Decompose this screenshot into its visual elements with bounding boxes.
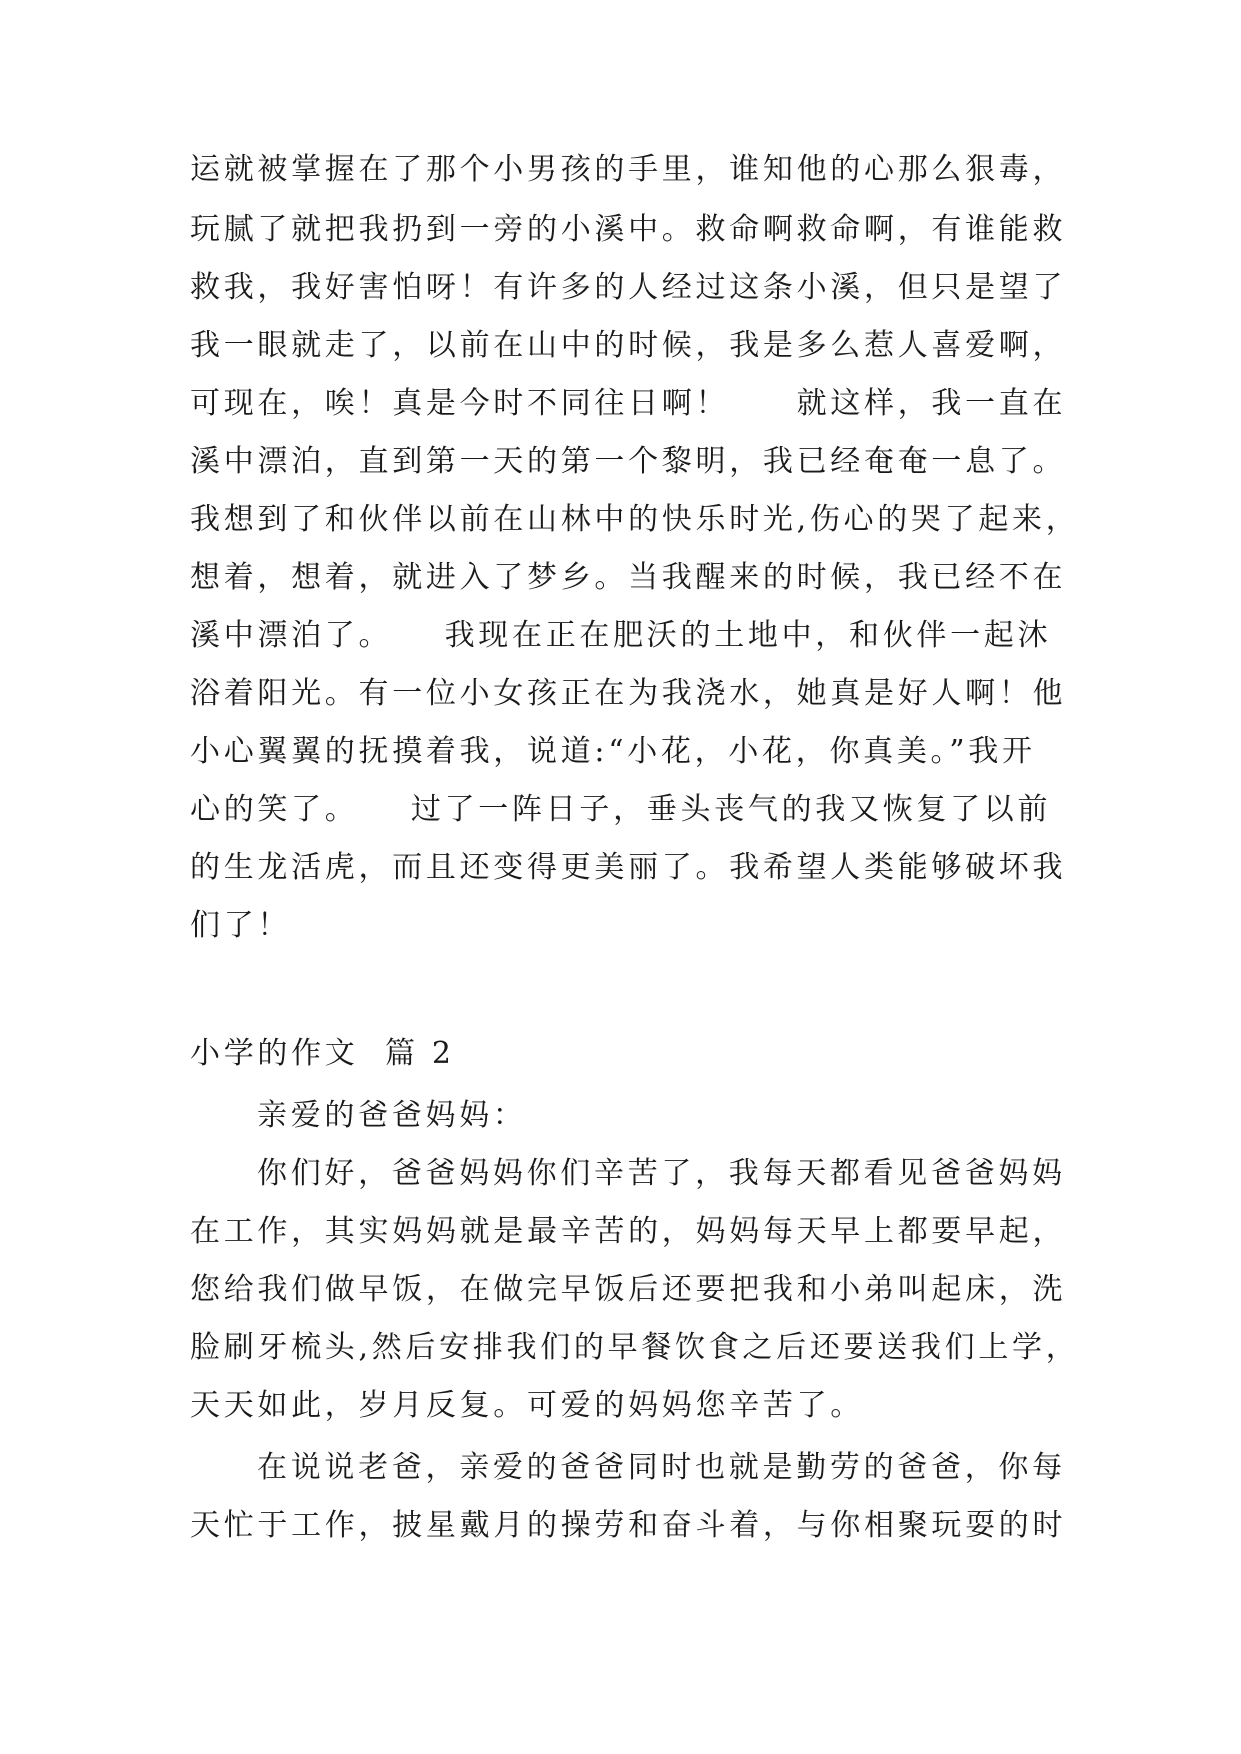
paragraph-first-line: 在说说老爸，亲爱的爸爸同时也就是勤劳的爸爸，你每 <box>257 1450 1066 1485</box>
text-line: 可现在，唉！真是今时不同往日啊！ 就这样，我一直在 <box>190 386 1067 421</box>
text-line: 您给我们做早饭，在做完早饭后还要把我和小弟叫起床，洗 <box>190 1272 1067 1307</box>
text-line: 我一眼就走了，以前在山中的时候，我是多么惹人喜爱啊， <box>190 328 1067 363</box>
text-line: 天忙于工作，披星戴月的操劳和奋斗着，与你相聚玩耍的时 <box>190 1508 1067 1543</box>
paragraph-first-line: 你们好，爸爸妈妈你们辛苦了，我每天都看见爸爸妈妈 <box>257 1156 1066 1191</box>
text-line: 的生龙活虎，而且还变得更美丽了。我希望人类能够破坏我 <box>190 850 1067 885</box>
text-line: 我想到了和伙伴以前在山林中的快乐时光,伤心的哭了起来， <box>190 502 1080 537</box>
letter-salutation: 亲爱的爸爸妈妈： <box>257 1098 527 1133</box>
text-line: 玩腻了就把我扔到一旁的小溪中。救命啊救命啊，有谁能救 <box>190 212 1067 247</box>
text-line: 救我，我好害怕呀！有许多的人经过这条小溪，但只是望了 <box>190 270 1067 305</box>
section-heading: 小学的作文 篇 2 <box>190 1036 455 1071</box>
text-line: 在工作，其实妈妈就是最辛苦的，妈妈每天早上都要早起， <box>190 1214 1067 1249</box>
text-line: 运就被掌握在了那个小男孩的手里，谁知他的心那么狠毒， <box>190 152 1067 187</box>
text-line: 溪中漂泊了。 我现在正在肥沃的土地中，和伙伴一起沐 <box>190 618 1052 653</box>
text-line: 小心翼翼的抚摸着我，说道:“小花，小花，你真美。”我开 <box>190 734 1036 769</box>
text-line: 想着，想着，就进入了梦乡。当我醒来的时候，我已经不在 <box>190 560 1067 595</box>
text-line: 脸刷牙梳头,然后安排我们的早餐饮食之后还要送我们上学， <box>190 1330 1080 1365</box>
text-line: 心的笑了。 过了一阵日子，垂头丧气的我又恢复了以前 <box>190 792 1052 827</box>
text-line: 浴着阳光。有一位小女孩正在为我浇水，她真是好人啊！他 <box>190 676 1067 711</box>
text-line: 们了！ <box>190 908 292 943</box>
text-line: 天天如此，岁月反复。可爱的妈妈您辛苦了。 <box>190 1388 864 1423</box>
text-line: 溪中漂泊，直到第一天的第一个黎明，我已经奄奄一息了。 <box>190 444 1067 479</box>
